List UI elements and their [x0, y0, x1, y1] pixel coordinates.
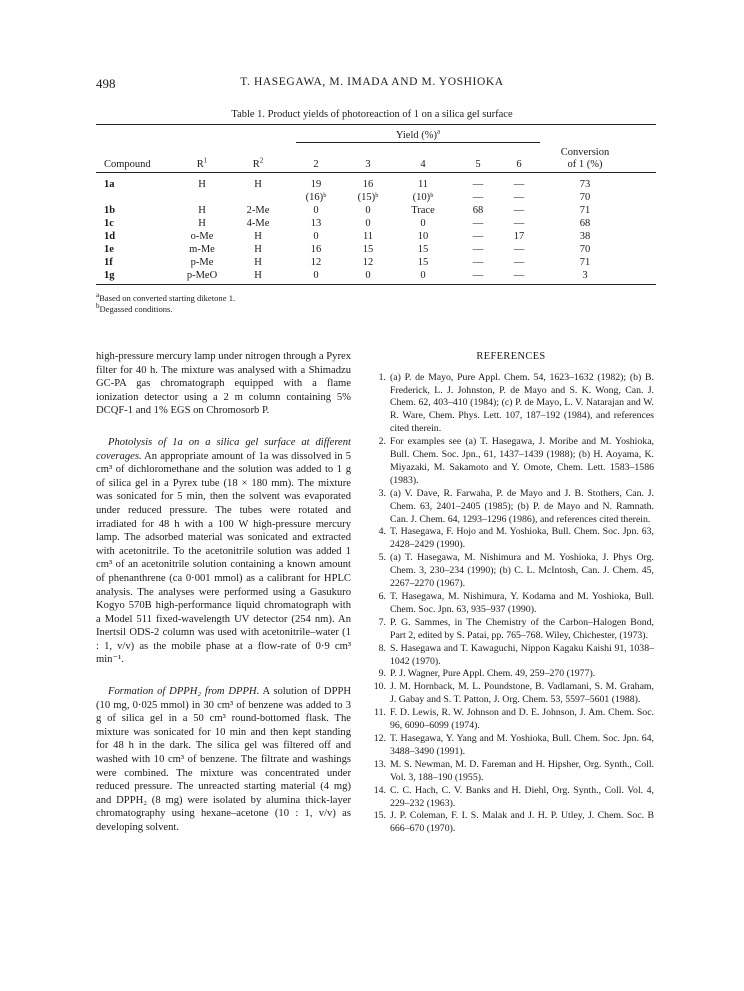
- table-cell-y4: Trace: [411, 205, 435, 216]
- reference-number: 3.: [378, 487, 386, 499]
- table-cell-y4: 0: [420, 270, 426, 281]
- table-cell-y5: 68: [472, 205, 484, 216]
- product-3-header: 3: [365, 159, 371, 170]
- product-4-header: 4: [420, 159, 426, 170]
- table-cell-y5: —: [472, 218, 484, 229]
- reference-number: 10.: [373, 681, 386, 693]
- table-cell-r1: m-Me: [189, 244, 215, 255]
- reference-text: S. Hasegawa and T. Kawaguchi, Nippon Kagaku Kaishi 91, 1038–1042 (1970).: [390, 642, 654, 667]
- table-cell-y2: (16)ᵇ: [305, 192, 327, 203]
- table-cell-y3: 0: [365, 270, 371, 281]
- reference-item: [368, 488, 654, 527]
- reference-text: T. Hasegawa, Y. Yang and M. Yoshioka, Bull. Chem. Soc. Jpn. 64, 3488–3490 (1991).: [390, 732, 654, 757]
- table-cell-r1: H: [198, 179, 206, 190]
- yield-group-header: Yield (%)$^a$: [395, 127, 441, 141]
- table-cell-compound: 1d: [104, 231, 116, 242]
- table-cell-y6: —: [513, 270, 525, 281]
- table-cell-y5: —: [472, 244, 484, 255]
- reference-item: [368, 759, 654, 785]
- reference-item: [368, 436, 654, 488]
- table-cell-conv: 68: [579, 218, 591, 229]
- reference-item: [368, 643, 654, 669]
- references-column: [368, 350, 654, 836]
- table-cell-r2: H: [254, 244, 262, 255]
- table-cell-y2: 13: [310, 218, 322, 229]
- table-cell-compound: 1f: [104, 257, 113, 268]
- table-cell-y4: (10)ᵇ: [412, 192, 434, 203]
- running-head: T. HASEGAWA, M. IMADA AND M. YOSHIOKA: [240, 76, 504, 88]
- table-cell-y6: —: [513, 257, 525, 268]
- table-cell-compound: 1b: [104, 205, 116, 216]
- table-cell-y4: 0: [420, 218, 426, 229]
- reference-text: C. C. Hach, C. V. Banks and H. Diehl, Org. Synth., Coll. Vol. 4, 229–232 (1963).: [390, 784, 654, 809]
- reference-number: 6.: [378, 591, 386, 602]
- table-cell-y6: —: [513, 179, 525, 190]
- table-cell-conv: 38: [579, 231, 591, 242]
- reference-item: [368, 617, 654, 643]
- table-cell-y3: 0: [365, 205, 371, 216]
- table-cell-y2: 0: [313, 231, 319, 242]
- table-cell-y3: 15: [362, 244, 374, 255]
- references-heading: REFERENCES: [476, 351, 546, 362]
- table-cell-r2: H: [254, 270, 262, 281]
- table-cell-r2: H: [254, 231, 262, 242]
- table-cell-y3: (15)ᵇ: [357, 192, 379, 203]
- table-cell-y4: 11: [417, 179, 429, 190]
- table-cell-y5: —: [472, 179, 484, 190]
- reference-text: P. G. Sammes, in The Chemistry of the Carbon–Halogen Bond, Part 2, edited by S. Patai, pp. 765–768. Wiley, Chichester, (1973).: [390, 616, 654, 641]
- table-cell-y2: 0: [313, 205, 319, 216]
- r1-header: $R^1$: [196, 156, 208, 170]
- reference-text: J. P. Coleman, F. I. S. Malak and J. H. P. Utley, J. Chem. Soc. B 666–670 (1970).: [390, 810, 654, 835]
- reference-number: 11.: [374, 707, 386, 719]
- table-cell-y4: 15: [417, 244, 429, 255]
- product-5-header: 5: [475, 159, 481, 170]
- reference-item: [368, 552, 654, 591]
- compound-header: Compound: [104, 159, 151, 170]
- reference-item: [368, 707, 654, 733]
- page-number: 498: [96, 76, 116, 91]
- section-title-dpph: Formation of DPPH₂ from DPPH.: [108, 686, 260, 698]
- reference-item: [368, 668, 654, 681]
- table-cell-r2: H: [254, 179, 262, 190]
- body-text-column: [96, 350, 351, 835]
- table-cell-r2: H: [254, 257, 262, 268]
- reference-number: 9.: [378, 668, 386, 680]
- table-cell-y3: 16: [362, 179, 374, 190]
- product-yield-table: [0, 0, 744, 300]
- product-2-header: 2: [313, 159, 319, 170]
- reference-number: 14.: [373, 784, 386, 796]
- r2-header: $R^2$: [252, 156, 264, 170]
- table-cell-y5: —: [472, 231, 484, 242]
- reference-item: [368, 785, 654, 811]
- reference-number: 12.: [373, 732, 386, 744]
- table-cell-conv: 70: [579, 244, 591, 255]
- table-cell-conv: 70: [579, 192, 591, 203]
- paragraph-dpph: Formation of DPPH₂ from DPPH. A solution of DPPH (10 mg, 0·025 mmol) in 30 cm³ of benzene was added to 3 g of silica gel in a 50 cm³ round-bottomed flask. The mixture was sonicated for 10 min and then kept standing for 48 h in the dark. The silica gel was filtered off and washed with 10 cm³ of benzene. The filtrate and washings were combined. The mixture was concentrated under reduced pressure. The unreacted starting material (4 mg) and DPPH₂ (8 mg) were isolated by alumina thick-layer chromatography using hexane–acetone (10 : 1, v/v) as developing solvent.: [96, 686, 351, 833]
- footnote-a: $^a$Based on converted starting diketone 1.: [96, 291, 236, 303]
- reference-text: (a) V. Dave, R. Farwaha, P. de Mayo and J. B. Stothers, Can. J. Chem. 63, 2401–2405 (1985); (b) P. de Mayo and N. Ramnath. Can. J. Chem. 64, 1293–1296 (1986), and references cited therein.: [390, 487, 654, 525]
- table-cell-conv: 71: [579, 257, 591, 268]
- table-cell-y5: —: [472, 192, 484, 203]
- reference-item: [368, 591, 654, 617]
- reference-item: [368, 681, 654, 707]
- table-cell-y4: 15: [417, 257, 429, 268]
- section-title-photolysis: Photolysis of 1a on a silica gel surface at different coverages.: [96, 436, 351, 462]
- reference-text: J. M. Hornback, M. L. Poundstone, B. Vadlamani, S. M. Graham, J. Gabay and S. T. Patton, J. Org. Chem. 53, 5597–5601 (1988).: [390, 681, 654, 706]
- table-cell-y2: 16: [310, 244, 322, 255]
- table-cell-conv: 71: [579, 205, 591, 216]
- reference-text: (a) P. de Mayo, Pure Appl. Chem. 54, 1623–1632 (1982); (b) B. Frederick, L. J. Johnston, P. de Mayo and S. K. Wong, Can. J. Chem. 62, 403–410 (1984); (c) P. de Mayo, L. V. Natarajan and W. R. Ware, Chem. Phys. Lett. 107, 187–192 (1984), and references cited therein.: [390, 371, 654, 435]
- reference-item: [368, 733, 654, 759]
- table-cell-y5: —: [472, 270, 484, 281]
- table-cell-conv: 3: [582, 270, 588, 281]
- table-cell-compound: 1g: [104, 270, 115, 281]
- table-cell-y6: 17: [513, 231, 525, 242]
- paragraph-apparatus: high-pressure mercury lamp under nitrogen through a Pyrex filter for 40 h. The mixture was analysed with a Shimadzu GC-PA gas chromatograph equipped with a flame ionization detector using a 2 m column containing 5% DCQF-1 and 1% EGS on Chromosorb P.: [96, 351, 351, 417]
- table-cell-y3: 12: [362, 257, 374, 268]
- reference-number: 15.: [373, 810, 386, 822]
- table-cell-y2: 19: [310, 179, 322, 190]
- paragraph-photolysis: Photolysis of 1a on a silica gel surface at different coverages. An appropriate amount of 1a was dissolved in 5 cm³ of dichloromethane and the solution was added to 1 g of silica gel in a Pyrex tube (18 × 180 mm). The mixture was sonicated for 5 min, then the solvent was evaporated under reduced pressure. The tubes were rotated and irradiated for 48 h with a 100 W high-pressure mercury lamp. The adsorbed material was sonicated and extracted with acetonitrile. To the acetonitrile solution was added 1 cm³ of an acetonitrile solution containing a known amount of phenanthrene (ca 0·001 mmol) as a calibrant for HPLC analysis. The analyses were performed using a Gasukuro Kogyo 570B high-performance liquid chromatograph with a Model 511 fixed-wavelength UV detector (254 nm). An Inertsil ODS-2 column was used with acetonitrile–water (1 : 1, v/v) as the mobile phase at a flow-rate of 0·9 cm³ min⁻¹.: [96, 436, 351, 666]
- reference-number: 13.: [373, 758, 386, 770]
- table-cell-r1: o-Me: [190, 231, 214, 242]
- table-cell-r2: 4-Me: [246, 218, 270, 229]
- table-cell-compound: 1e: [104, 244, 114, 255]
- table-cell-y4: 10: [417, 231, 429, 242]
- reference-number: 2.: [378, 436, 386, 448]
- reference-item: [368, 526, 654, 552]
- reference-number: 8.: [378, 642, 386, 654]
- reference-text: For examples see (a) T. Hasegawa, J. Moribe and M. Yoshioka, Bull. Chem. Soc. Jpn., 61, 1437–1439 (1988); (b) H. Aoyama, K. Miyazaki, M. Sakamoto and Y. Omote, Chem. Lett. 1583–1586 (1983).: [390, 436, 654, 486]
- reference-text: P. J. Wagner, Pure Appl. Chem. 49, 259–270 (1977).: [390, 668, 596, 680]
- reference-text: M. S. Newman, M. D. Fareman and H. Hipsher, Org. Synth., Coll. Vol. 3, 188–190 (1955).: [390, 758, 654, 783]
- conversion-header-line1: Conversion: [560, 147, 610, 158]
- table-cell-y3: 0: [365, 218, 371, 229]
- reference-text: T. Hasegawa, M. Nishimura, Y. Kodama and M. Yoshioka, Bull. Chem. Soc. Jpn. 63, 935–937 (1990).: [390, 591, 654, 615]
- table-cell-compound: 1a: [104, 179, 115, 190]
- conversion-header-line2: of 1 (%): [567, 159, 603, 170]
- table-cell-r1: p-Me: [190, 257, 214, 268]
- references-list: [368, 372, 654, 837]
- table-cell-y6: —: [513, 205, 525, 216]
- table-cell-y3: 11: [362, 231, 374, 242]
- table-cell-y6: —: [513, 244, 525, 255]
- table-cell-r1: H: [198, 218, 206, 229]
- table-cell-y5: —: [472, 257, 484, 268]
- footnote-b: $^b$Degassed conditions.: [96, 302, 173, 314]
- table-cell-r1: H: [198, 205, 206, 216]
- product-6-header: 6: [516, 159, 522, 170]
- table-cell-y6: —: [513, 218, 525, 229]
- table-cell-conv: 73: [579, 179, 591, 190]
- table-cell-y2: 12: [310, 257, 322, 268]
- table-caption: Table 1. Product yields of photoreaction of 1 on a silica gel surface: [231, 109, 513, 120]
- reference-text: (a) T. Hasegawa, M. Nishimura and M. Yoshioka, J. Phys Org. Chem. 3, 230–234 (1990); (b) C. L. McIntosh, Can. J. Chem. 45, 2267–2270 (1967).: [390, 552, 654, 590]
- reference-text: F. D. Lewis, R. W. Johnson and D. E. Johnson, J. Am. Chem. Soc. 96, 6090–6099 (1974).: [390, 707, 654, 732]
- table-cell-y2: 0: [313, 270, 319, 281]
- reference-text: T. Hasegawa, F. Hojo and M. Yoshioka, Bull. Chem. Soc. Jpn. 63, 2428–2429 (1990).: [390, 526, 654, 551]
- table-cell-y6: —: [513, 192, 525, 203]
- reference-item: [368, 372, 654, 437]
- reference-number: 4.: [378, 526, 386, 538]
- reference-number: 5.: [378, 552, 386, 564]
- reference-number: 7.: [378, 616, 386, 628]
- table-cell-r2: 2-Me: [246, 205, 270, 216]
- table-cell-compound: 1c: [104, 218, 114, 229]
- reference-item: [368, 810, 654, 836]
- reference-number: 1.: [378, 371, 386, 383]
- table-cell-r1: p-MeO: [186, 270, 218, 281]
